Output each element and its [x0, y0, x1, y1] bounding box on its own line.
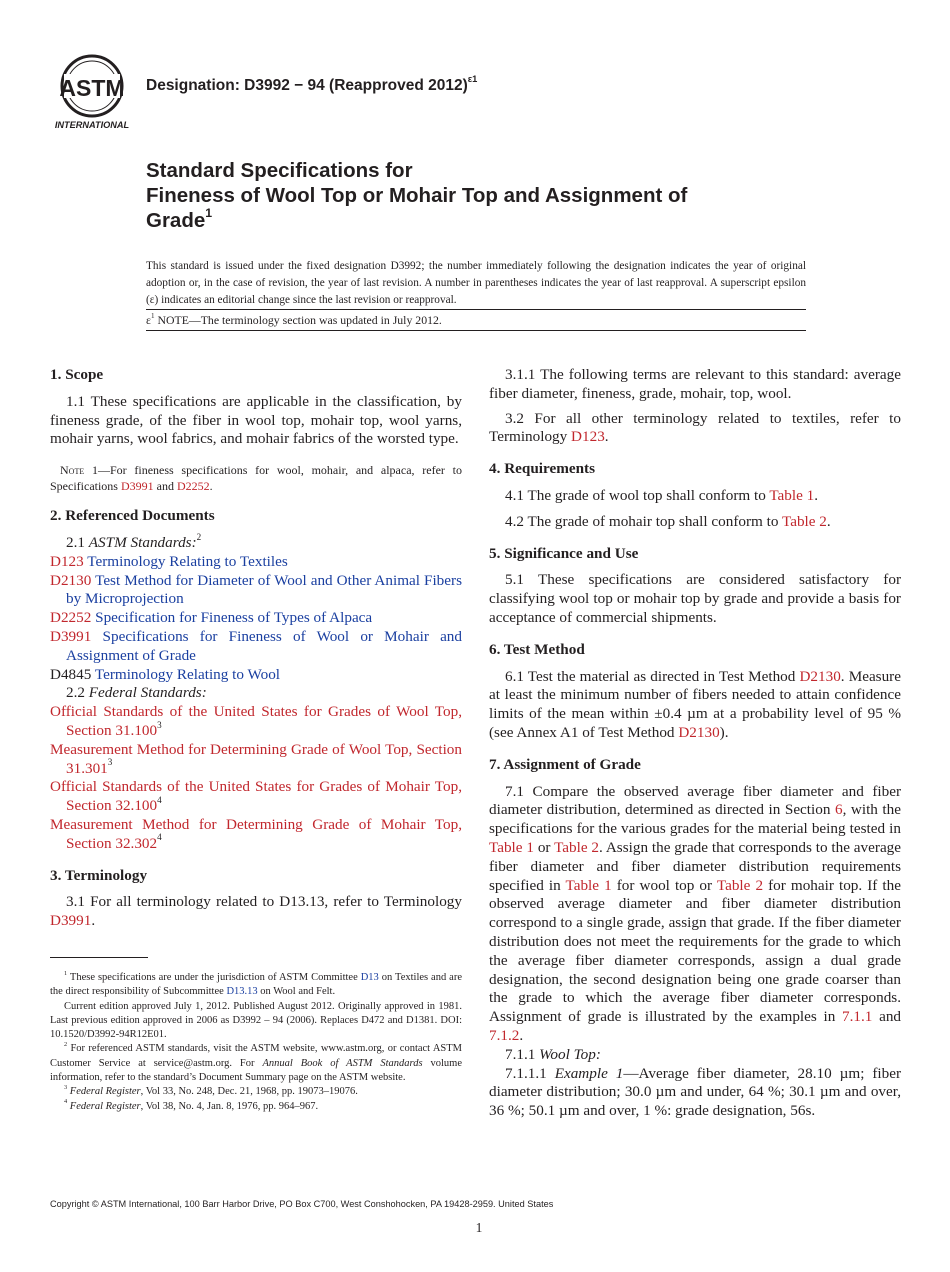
- section-heading-terminology: 3. Terminology: [50, 866, 148, 884]
- federal-item[interactable]: Measurement Method for Determining Grade of Wool Top, Section 31.301$^3$: [50, 740, 462, 777]
- paragraph-6-1: 6.1 Test the material as directed in Test Method D2130. Measure at least the minimum number of fibers needed to attain confidence limits of the mean within ±0.4 µm at a probability level of 95 % (see Annex A1 of Test Method D2130).: [489, 667, 901, 741]
- link-table-2[interactable]: Table 2: [716, 876, 764, 894]
- link-d3991[interactable]: D3991: [50, 912, 92, 930]
- link-d2130[interactable]: D2130: [799, 667, 841, 685]
- footnote-1: $^1$ These specifications are under the jurisdiction of ASTM Committee D13 on Textiles and are the direct responsibility of Subcommittee D13.13 on Wool and Felt.: [50, 969, 462, 998]
- page-number: 1: [475, 1220, 483, 1235]
- title-line-2: Fineness of Wool Top or Mohair Top and Assignment of: [146, 184, 688, 207]
- footnote-2: $^2$ For referenced ASTM standards, visit the ASTM website, www.astm.org, or contact ASTM Customer Service at service@astm.org. For Annual Book of ASTM Standards volume information, refer to the standard’s Document Summary page on the ASTM website.: [50, 1041, 462, 1084]
- paragraph-7-1-1: 7.1.1 Wool Top:: [505, 1045, 601, 1063]
- section-heading-assignment: 7. Assignment of Grade: [489, 755, 641, 773]
- link-d2252[interactable]: D2252: [176, 479, 210, 494]
- link-table-2[interactable]: Table 2: [554, 838, 600, 856]
- section-heading-scope: 1. Scope: [50, 366, 104, 383]
- link-d13-13[interactable]: D13.13: [226, 986, 258, 998]
- ref-item[interactable]: D123 Terminology Relating to Textiles: [50, 552, 288, 570]
- title-footnote-ref: 1: [205, 206, 213, 221]
- paragraph-3-1: 3.1 For all terminology related to D13.13, refer to Terminology D3991.: [50, 893, 462, 930]
- astm-logo: [50, 50, 135, 136]
- title-line-3: Grade$^1$: [146, 206, 213, 232]
- link-table-1[interactable]: Table 1: [489, 838, 534, 856]
- link-d13[interactable]: D13: [360, 972, 379, 983]
- footnote-divider: [50, 957, 148, 958]
- astm-standards-label: 2.1 ASTM Standards:$^2$: [66, 531, 202, 551]
- section-heading-significance: 5. Significance and Use: [489, 544, 639, 562]
- ref-item[interactable]: D2130 Test Method for Diameter of Wool and Other Animal Fibers by Microprojection: [50, 571, 462, 608]
- federal-item[interactable]: Official Standards of the United States for Grades of Wool Top, Section 31.100$^3$: [50, 703, 462, 739]
- left-column: [50, 366, 462, 931]
- right-column: [489, 366, 901, 1121]
- link-7-1-2[interactable]: 7.1.2: [489, 1026, 520, 1044]
- federal-standards-label: 2.2 Federal Standards:: [66, 684, 207, 702]
- divider: [146, 330, 806, 331]
- paragraph-7-1-1-1: 7.1.1.1 Example 1—Average fiber diameter, 28.10 µm; fiber diameter distribution; 30.0 µm and under, 64 %; 30.1 µm and over, 36 %; 50.1 µm and over, 1 %: grade designation, 56s.: [489, 1064, 902, 1120]
- paragraph-4-2: 4.2 The grade of mohair top shall conform to Table 2.: [505, 512, 831, 530]
- footnote-1-edition: Current edition approved July 1, 2012. Published August 2012. Originally approved in 1981. Last previous edition approved in 2006 as D3992 – 94 (2006). Replaces D472 and D1381. DOI: 10.1520/D3992-94R12E01.: [50, 1000, 462, 1041]
- paragraph-4-1: 4.1 The grade of wool top shall conform to Table 1.: [505, 486, 819, 504]
- paragraph-5-1: 5.1 These specifications are considered satisfactory for classifying wool top or mohair top by grade and provide a basis for acceptance of commercial shipments.: [489, 571, 901, 626]
- federal-item[interactable]: Measurement Method for Determining Grade of Mohair Top, Section 32.302$^4$: [50, 815, 462, 852]
- link-table-2[interactable]: Table 2: [781, 512, 827, 530]
- note-1: Note 1—For fineness specifications for wool, mohair, and alpaca, refer to Specifications D3991 and D2252.: [50, 463, 462, 494]
- link-d123[interactable]: D123: [571, 428, 605, 446]
- page-title: [146, 158, 846, 233]
- logo-subtitle: INTERNATIONAL: [54, 120, 130, 130]
- link-d3991[interactable]: D3991: [120, 479, 154, 494]
- divider: [146, 309, 806, 310]
- link-d2130[interactable]: D2130: [678, 723, 720, 741]
- section-heading-requirements: 4. Requirements: [489, 460, 596, 478]
- footnotes: [50, 971, 462, 1114]
- logo-letters: ASTM: [59, 75, 125, 101]
- paragraph-3-2: 3.2 For all other terminology related to textiles, refer to Terminology D123.: [489, 409, 901, 446]
- paragraph-1-1: 1.1 These specifications are applicable in the classification, by fineness grade, of the fiber in wool top, mohair top, wool yarns, mohair yarns, wool fabrics, and mohair fabrics of the worsted type.: [50, 392, 462, 448]
- copyright: Copyright © ASTM International, 100 Barr Harbor Drive, PO Box C700, West Conshohocken, PA 19428-2959. United States: [50, 1199, 554, 1209]
- ref-item[interactable]: D2252 Specification for Fineness of Types of Alpaca: [50, 609, 373, 627]
- federal-item[interactable]: Official Standards of the United States for Grades of Mohair Top, Section 32.100$^4$: [50, 778, 462, 815]
- intro-paragraph: This standard is issued under the fixed designation D3992; the number immediately following the designation indicates the year of original adoption or, in the case of revision, the year of last revision. A number in parentheses indicates the year of last reapproval. A superscript epsilon (ε) indicates an editorial change since the last revision or reapproval.: [146, 260, 806, 306]
- ref-item[interactable]: D3991 Specifications for Fineness of Wool or Mohair and Assignment of Grade: [50, 627, 462, 664]
- epsilon-note: $\varepsilon^1$ NOTE—The terminology section was updated in July 2012.: [146, 312, 442, 327]
- paragraph-3-1-1: 3.1.1 The following terms are relevant to this standard: average fiber diameter, fineness, grade, mohair, top, wool.: [489, 366, 901, 402]
- designation: Designation: D3992 − 94 (Reapproved 2012)$^{\varepsilon 1}$: [146, 74, 478, 94]
- ref-item[interactable]: D4845 Terminology Relating to Wool: [50, 665, 281, 683]
- section-heading-test-method: 6. Test Method: [489, 640, 585, 658]
- link-table-1[interactable]: Table 1: [769, 486, 815, 504]
- paragraph-7-1: 7.1 Compare the observed average fiber diameter and fiber diameter distribution, determined as directed in Section 6, with the specifications for the various grades for the material being tested in Table 1 or Table 2. Assign the grade that corresponds to the average fiber diameter and fiber diameter distribution requirements specified in Table 1 for wool top or Table 2 for mohair top. If the observed average diameter and fiber diameter distribution correspond to a single grade, assign that grade. If the fiber diameter distribution does not meet the requirements for the grade to which the average fiber diameter corresponds, assign a dual grade designation, the second designation being one grade coarser than the grade to which the average fiber diameter corresponds. Assignment of grade is illustrated by the examples in 7.1.1 and 7.1.2.: [489, 782, 902, 1044]
- title-line-1: Standard Specifications for: [146, 159, 413, 182]
- section-heading-referenced-documents: 2. Referenced Documents: [50, 507, 215, 525]
- footnote-3: $^3$ Federal Register, Vol 33, No. 248, Dec. 21, 1968, pp. 19073–19076.: [64, 1083, 358, 1098]
- footnote-4: $^4$ Federal Register, Vol 38, No. 4, Jan. 8, 1976, pp. 964–967.: [64, 1098, 319, 1112]
- link-7-1-1[interactable]: 7.1.1: [842, 1008, 873, 1026]
- link-section-6[interactable]: 6: [834, 801, 843, 819]
- link-table-1[interactable]: Table 1: [565, 876, 612, 894]
